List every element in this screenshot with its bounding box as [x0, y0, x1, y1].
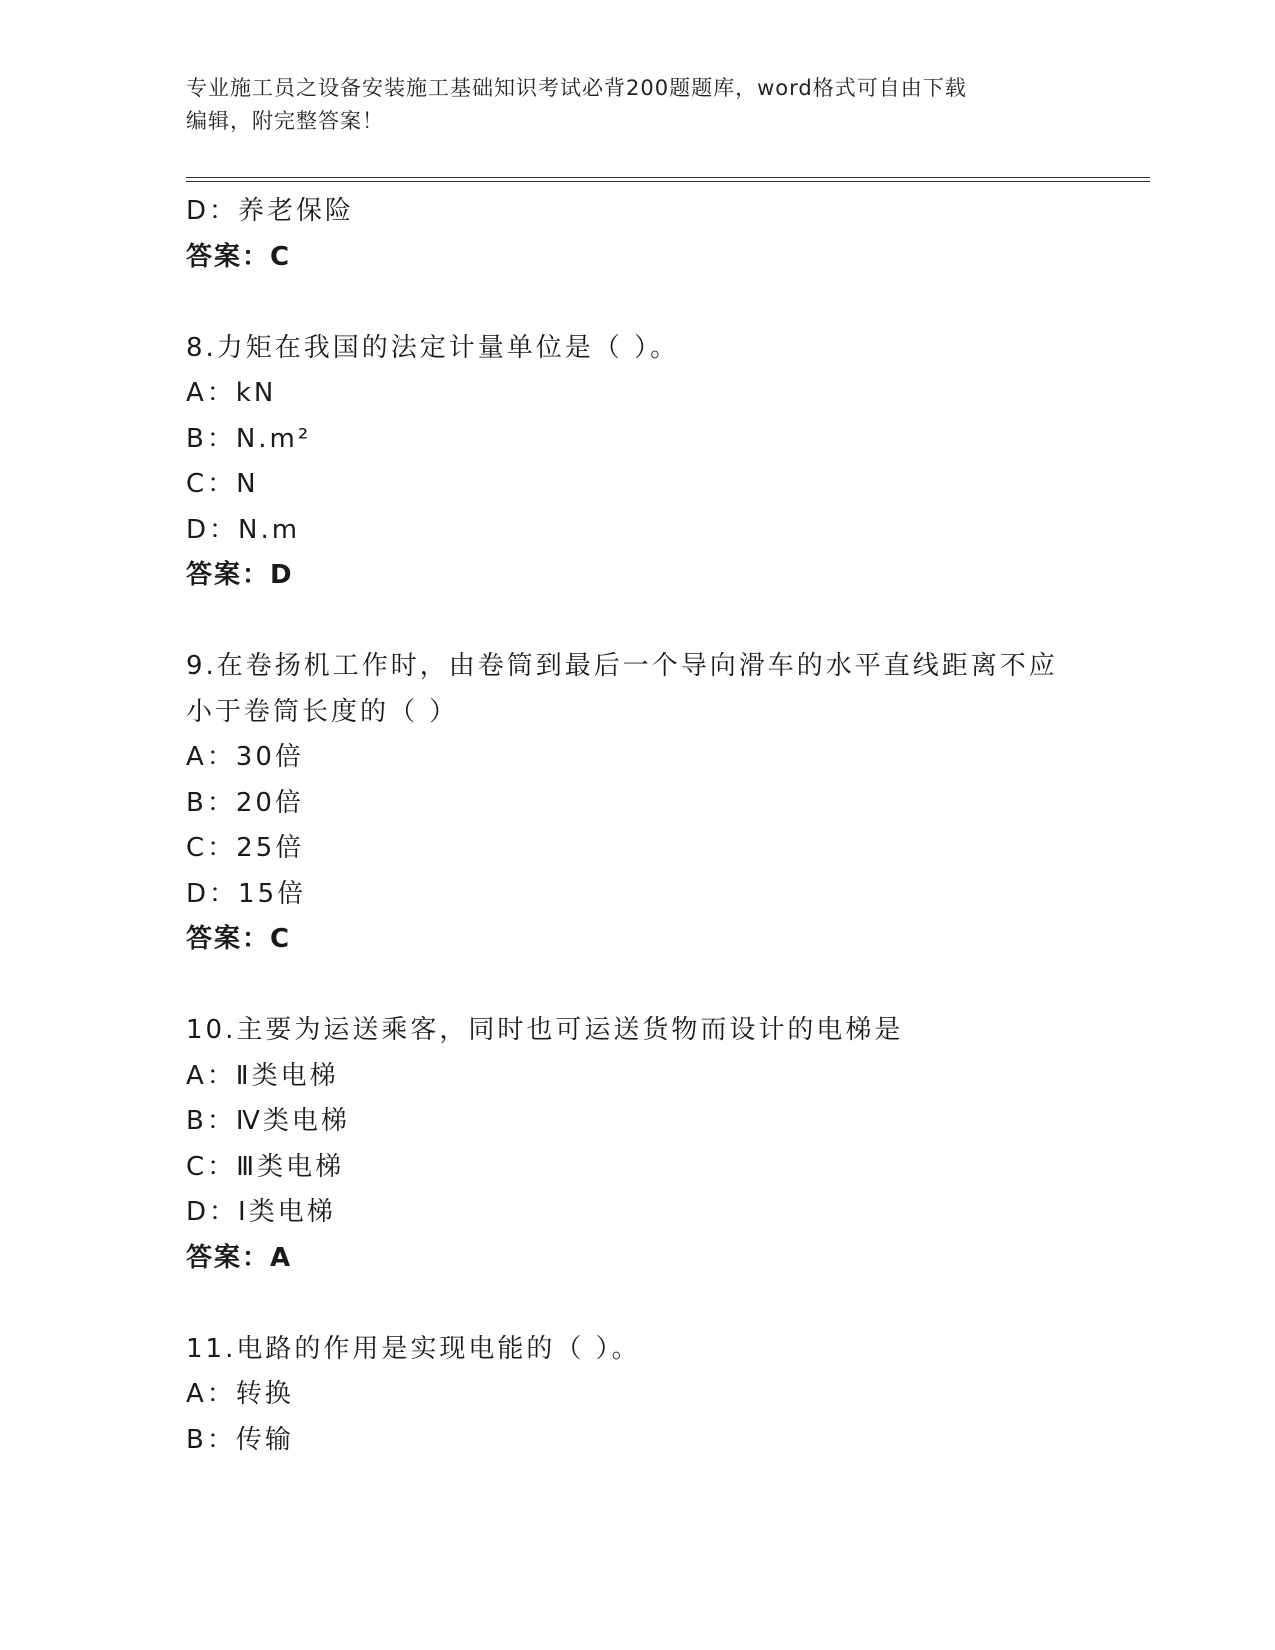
question-10 — [186, 1008, 1086, 1281]
answer: 答案：A — [186, 1242, 293, 1273]
option-c: C：N — [186, 469, 259, 499]
option-c: C：25倍 — [186, 833, 305, 863]
spacer — [186, 963, 1086, 1009]
option-c: C：Ⅲ类电梯 — [186, 1151, 345, 1182]
option-a: A：kN — [186, 378, 277, 408]
question-11 — [186, 1327, 1086, 1464]
option-a: A：30倍 — [186, 742, 304, 772]
answer: 答案：C — [186, 924, 292, 954]
header-title-line2: 编辑，附完整答案！ — [186, 109, 384, 133]
option-b: B：Ⅳ类电梯 — [186, 1106, 350, 1136]
question-8 — [186, 326, 1086, 599]
option-b: B：传输 — [186, 1424, 294, 1455]
question-list — [186, 189, 1086, 1463]
continued-answer: 答案：C — [186, 241, 292, 272]
document-header — [186, 72, 1066, 138]
option-a: A：转换 — [186, 1379, 294, 1409]
question-stem: 8.力矩在我国的法定计量单位是（ ）。 — [186, 332, 680, 363]
continued-option-d: D：养老保险 — [186, 196, 355, 226]
header-title-line1: 专业施工员之设备安装施工基础知识考试必背200题题库，word格式可自由下载 — [186, 76, 967, 100]
question-stem-line1: 9.在卷扬机工作时，由卷筒到最后一个导向滑车的水平直线距离不应 — [186, 651, 1058, 681]
answer: 答案：D — [186, 560, 294, 590]
option-b: B：N.m² — [186, 423, 312, 454]
header-divider-top — [186, 177, 1150, 178]
header-divider-bottom — [186, 181, 1150, 182]
spacer — [186, 280, 1086, 326]
option-d: D：Ⅰ类电梯 — [186, 1197, 336, 1227]
option-a: A：Ⅱ类电梯 — [186, 1060, 339, 1091]
option-b: B：20倍 — [186, 787, 304, 818]
option-d: D：N.m — [186, 514, 301, 545]
spacer — [186, 599, 1086, 645]
question-stem: 11.电路的作用是实现电能的（ ）。 — [186, 1333, 641, 1364]
option-d: D：15倍 — [186, 878, 307, 909]
spacer — [186, 1281, 1086, 1327]
question-9 — [186, 644, 1086, 963]
question-stem-line2: 小于卷筒长度的（ ） — [186, 696, 459, 727]
question-stem: 10.主要为运送乘客，同时也可运送货物而设计的电梯是 — [186, 1015, 904, 1045]
